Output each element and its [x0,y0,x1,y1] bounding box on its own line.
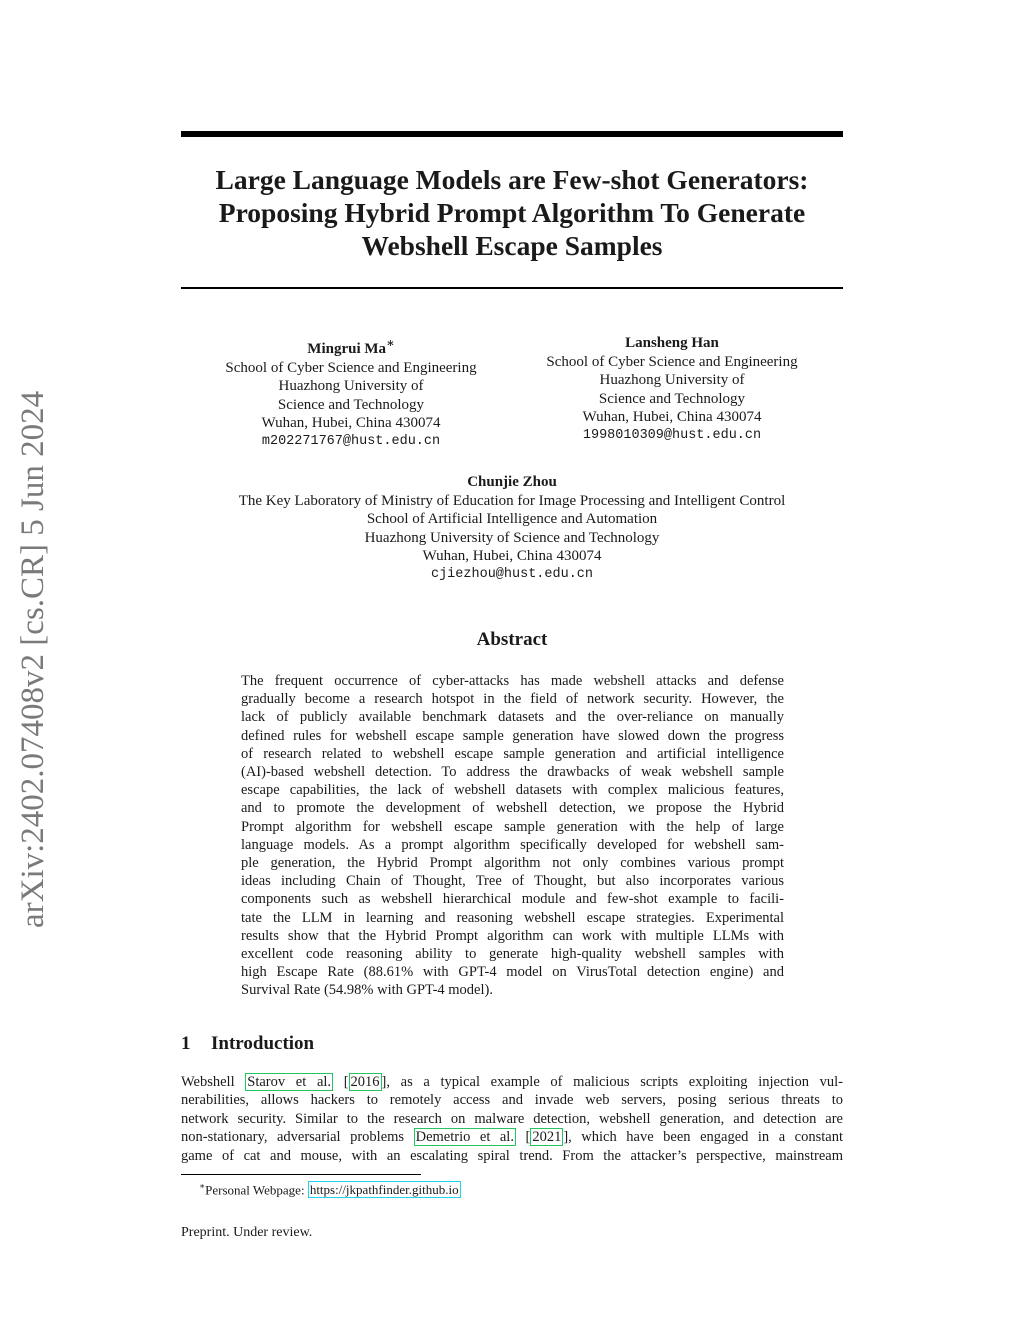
author-footnote-mark: ∗ [386,336,395,350]
abstract-line: Survival Rate (54.98% with GPT-4 model). [241,982,493,999]
personal-webpage-link[interactable]: https://jkpathfinder.github.io [309,1182,459,1198]
abstract-line: excellent code reasoning ability to generate high-quality webshell samples with [241,946,784,963]
author-email: 1998010309@hust.edu.cn [582,427,762,443]
affiliation-line: Wuhan, Hubei, China 430074 [582,409,762,425]
affiliation-line: School of Artificial Intelligence and Automation [366,511,658,527]
section-heading [181,1033,314,1055]
author-name: Lansheng Han [625,335,719,351]
citation-year-link[interactable]: 2016 [350,1074,380,1090]
affiliation-line: Science and Technology [598,390,746,407]
introduction-paragraph [181,1073,843,1165]
abstract-line: defined rules for webshell escape sample generation have slowed down the progress [241,727,784,744]
title-line: Webshell Escape Samples [361,230,663,261]
affiliation-line: Wuhan, Hubei, China 430074 [261,415,441,431]
section-number: 1 [181,1033,191,1054]
abstract-line: ideas including Chain of Thought, Tree of Thought, but also incorporates various [241,873,784,890]
abstract-line: results show that the Hybrid Prompt algorithm can work with multiple LLMs with [241,927,784,944]
abstract-line: and to promote the development of webshell detection, we propose the Hybrid [241,800,784,817]
citation-year-link[interactable]: 2021 [532,1129,562,1146]
footnote-label: Personal Webpage: [205,1182,308,1198]
title-top-rule [181,131,843,137]
abstract-line: The frequent occurrence of cyber-attacks has made webshell attacks and defense [241,673,784,689]
footnote [199,1178,461,1198]
abstract-line: high Escape Rate (88.61% with GPT-4 model on VirusTotal detection engine) and [241,964,784,981]
author-block [181,473,843,584]
affiliation-line: Huazhong University of [599,372,745,388]
abstract-line: language models. As a prompt algorithm specifically developed for webshell sam- [241,836,784,853]
section-title: Introduction [211,1033,315,1054]
abstract-body [241,672,784,1000]
author-email: cjiezhou@hust.edu.cn [430,566,594,582]
abstract-line: Prompt algorithm for webshell escape sample generation with the help of large [241,818,784,835]
author-block [517,334,827,445]
abstract-line: ple generation, the Hybrid Prompt algorithm not only combines various prompt [241,855,784,872]
paragraph-line: network security. Similar to the research on malware detection, webshell generation, and detection are [181,1110,843,1127]
affiliation-line: School of Cyber Science and Engineering [546,353,798,370]
paragraph-line: Webshell Starov et al. [ 2016 ], as a typical example of malicious scripts exploiting injection vul- [181,1074,843,1090]
abstract-line: (AI)-based webshell detection. To address the drawbacks of weak webshell sample [241,764,784,781]
affiliation-line: Wuhan, Hubei, China 430074 [422,548,602,564]
paper-title [181,163,843,262]
citation-link[interactable]: Demetrio et al. [415,1129,514,1146]
citation-link[interactable]: Starov et al. [247,1074,332,1090]
abstract-line: gradually become a research hotspot in the field of network security. However, the [241,691,784,708]
abstract-line: tate the LLM in learning and reasoning webshell escape strategies. Experimental [241,909,784,926]
abstract-line: of research related to webshell escape sample generation and artificial intelligence [241,745,784,762]
page-footer: Preprint. Under review. [181,1225,313,1240]
paragraph-line: game of cat and mouse, with an escalating spiral trend. From the attacker’s perspective, mainstream [181,1147,843,1164]
affiliation-line: School of Cyber Science and Engineering [225,359,477,376]
abstract-line: components such as webshell hierarchical module and few-shot example to facili- [241,891,784,908]
affiliation-line: Huazhong University of [278,378,424,394]
title-line: Large Language Models are Few-shot Generators: [215,164,809,195]
title-line: Proposing Hybrid Prompt Algorithm To Generate [218,197,806,228]
abstract-heading: Abstract [476,629,548,650]
author-block [196,334,506,451]
author-email: m202271767@hust.edu.cn [261,433,441,449]
footnote-rule [181,1174,421,1175]
author-name: Mingrui Ma∗ [307,336,395,357]
paragraph-line: nerabilities, allows hackers to remotely access and invade web servers, posing serious threats to [181,1092,843,1109]
abstract-line: escape capabilities, the lack of webshell datasets with complex malicious features, [241,782,784,799]
affiliation-line: The Key Laboratory of Ministry of Education for Image Processing and Intelligent Control [238,492,786,509]
paragraph-line: non-stationary, adversarial problems Demetrio et al. [ 2021 ], which have been engaged in a constant [181,1129,843,1146]
title-bottom-rule [181,287,843,289]
affiliation-line: Science and Technology [277,396,425,413]
affiliation-line: Huazhong University of Science and Technology [364,529,660,546]
arxiv-identifier: arXiv:2402.07408v2 [cs.CR] 5 Jun 2024 [15,390,51,928]
footnote-mark: ∗ [199,1181,206,1191]
author-name: Chunjie Zhou [467,474,557,490]
abstract-line: lack of publicly available benchmark datasets and the over-reliance on manually [241,709,784,726]
